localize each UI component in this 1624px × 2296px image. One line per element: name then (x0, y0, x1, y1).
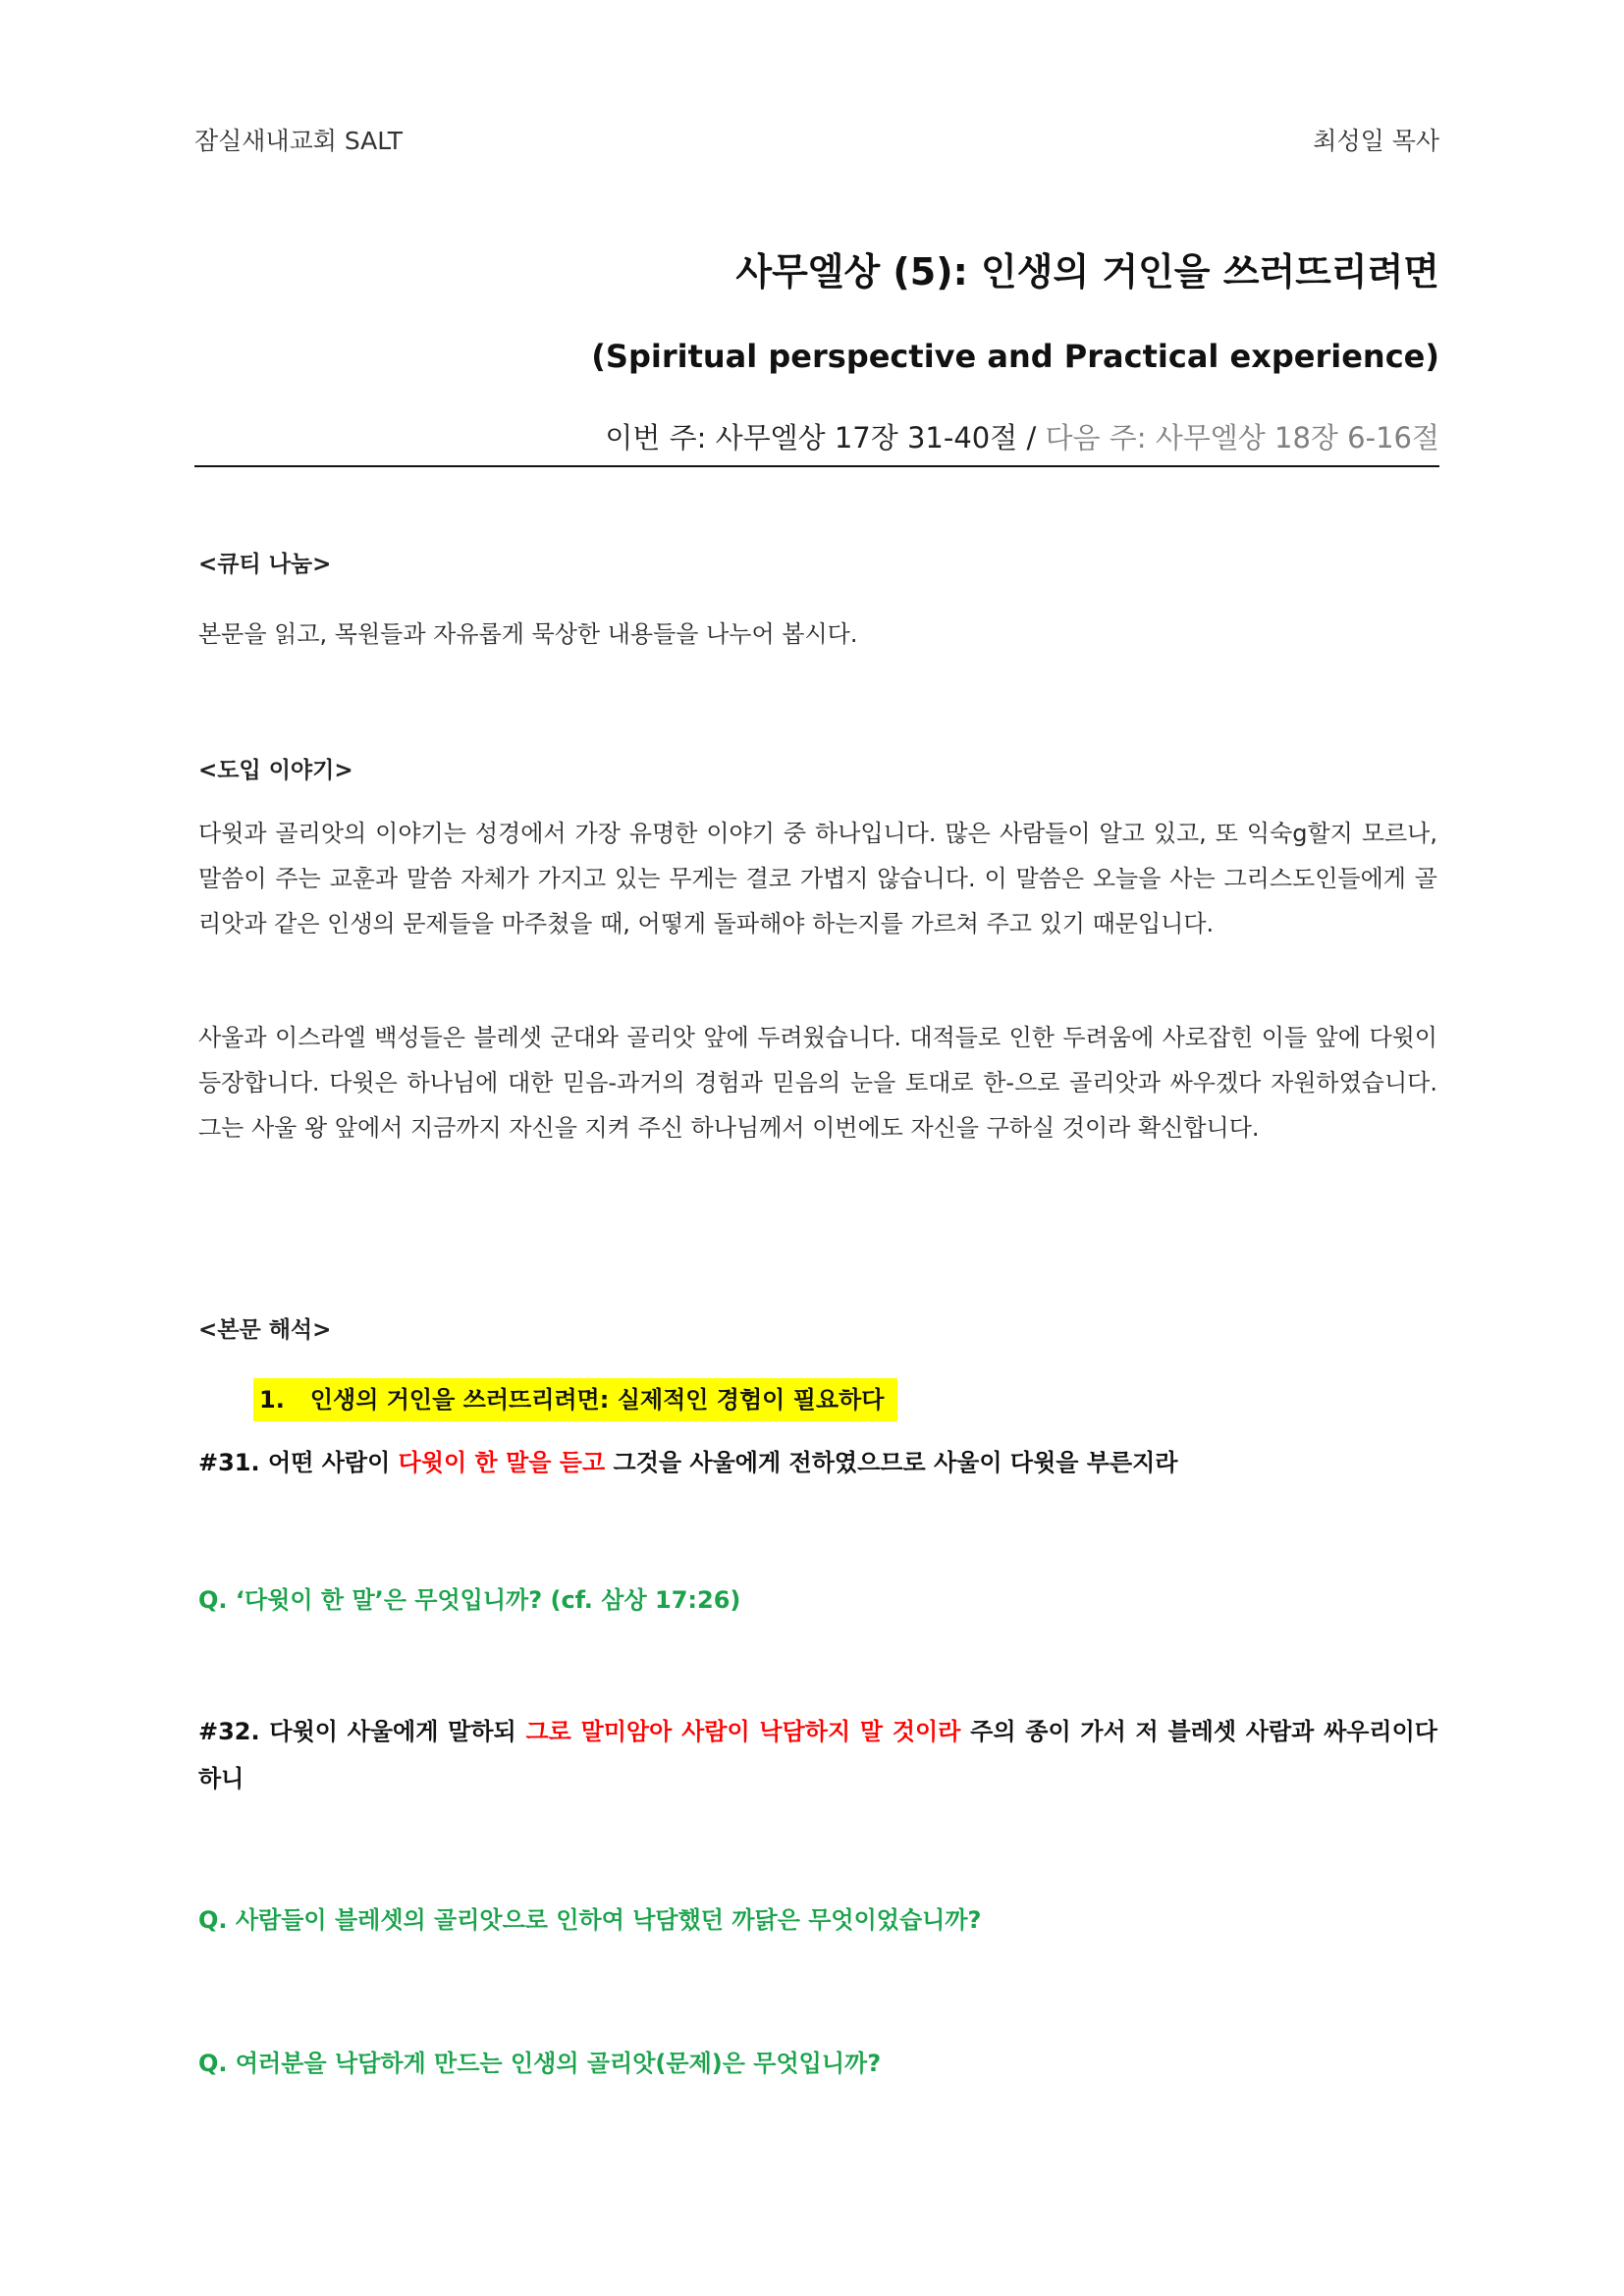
qt-heading: <큐티 나눔> (198, 552, 332, 577)
document-subtitle: (Spiritual perspective and Practical experience) (591, 338, 1439, 375)
point-1-text: 인생의 거인을 쓰러뜨리려면: 실제적인 경험이 필요하다 (309, 1386, 885, 1414)
intro-heading: <도입 이야기> (198, 758, 353, 783)
church-name: 잠실새내교회 SALT (194, 127, 404, 155)
verse-32-text-pre: #32. 다윗이 사울에게 말하되 (198, 1718, 526, 1745)
verse-31-text-post: 그것을 사울에게 전하였으므로 사울이 다윗을 부른지라 (605, 1449, 1178, 1476)
passage-separator: / (1017, 421, 1046, 454)
next-week-passage: 다음 주: 사무엘상 18장 6-16절 (1045, 421, 1439, 454)
exposition-heading: <본문 해석> (198, 1317, 332, 1343)
verse-31-emphasis: 다윗이 한 말을 듣고 (398, 1449, 606, 1476)
point-1-number: 1. (259, 1386, 285, 1414)
verse-32-text-post: 주의 종이 가서 저 블레셋 사람과 싸우리이다 하니 (198, 1718, 1437, 1792)
qt-text: 본문을 읽고, 목원들과 자유롭게 묵상한 내용들을 나누어 봅시다. (198, 620, 858, 648)
intro-paragraph-1: 다윗과 골리앗의 이야기는 성경에서 가장 유명한 이야기 중 하나입니다. 많은 사람들이 알고 있고, 또 익숙g할지 모르나, 말씀이 주는 교훈과 말씀 자체가 가지고 있는 무게는 결코 가볍지 않습니다. 이 말씀은 오늘을 사는 그리스도인들에게 골리앗과 같은 인생의 문제들을 마주쳤을 때, 어떻게 돌파해야 하는지를 가르쳐 주고 있기 때문입니다. (198, 820, 1437, 937)
question-2: Q. 사람들이 블레셋의 골리앗으로 인하여 낙담했던 까닭은 무엇이었습니까? (198, 1906, 982, 1934)
verse-31 (198, 1439, 1437, 1486)
intro-paragraph-2: 사울과 이스라엘 백성들은 블레셋 군대와 골리앗 앞에 두려웠습니다. 대적들로 인한 두려움에 사로잡힌 이들 앞에 다윗이 등장합니다. 다윗은 하나님에 대한 믿음-과거의 경험과 믿음의 눈을 토대로 한-으로 골리앗과 싸우겠다 자원하였습니다. 그는 사울 왕 앞에서 지금까지 자신을 지켜 주신 하나님께서 이번에도 자신을 구하실 것이라 확신합니다. (198, 1024, 1437, 1142)
pastor-name: 최성일 목사 (1313, 127, 1439, 155)
this-week-passage: 이번 주: 사무엘상 17장 31-40절 (605, 421, 1018, 454)
header-divider (194, 465, 1439, 467)
verse-32 (198, 1708, 1437, 1802)
question-3: Q. 여러분을 낙담하게 만드는 인생의 골리앗(문제)은 무엇입니까? (198, 2050, 882, 2077)
verse-31-text-pre: #31. 어떤 사람이 (198, 1449, 399, 1476)
point-1-highlight (253, 1378, 897, 1421)
question-1: Q. ‘다윗이 한 말’은 무엇입니까? (cf. 삼상 17:26) (198, 1586, 741, 1614)
passage-reference (605, 416, 1439, 456)
verse-32-emphasis: 그로 말미암아 사람이 낙담하지 말 것이라 (525, 1718, 961, 1745)
document-title: 사무엘상 (5): 인생의 거인을 쓰러뜨리려면 (735, 250, 1439, 294)
